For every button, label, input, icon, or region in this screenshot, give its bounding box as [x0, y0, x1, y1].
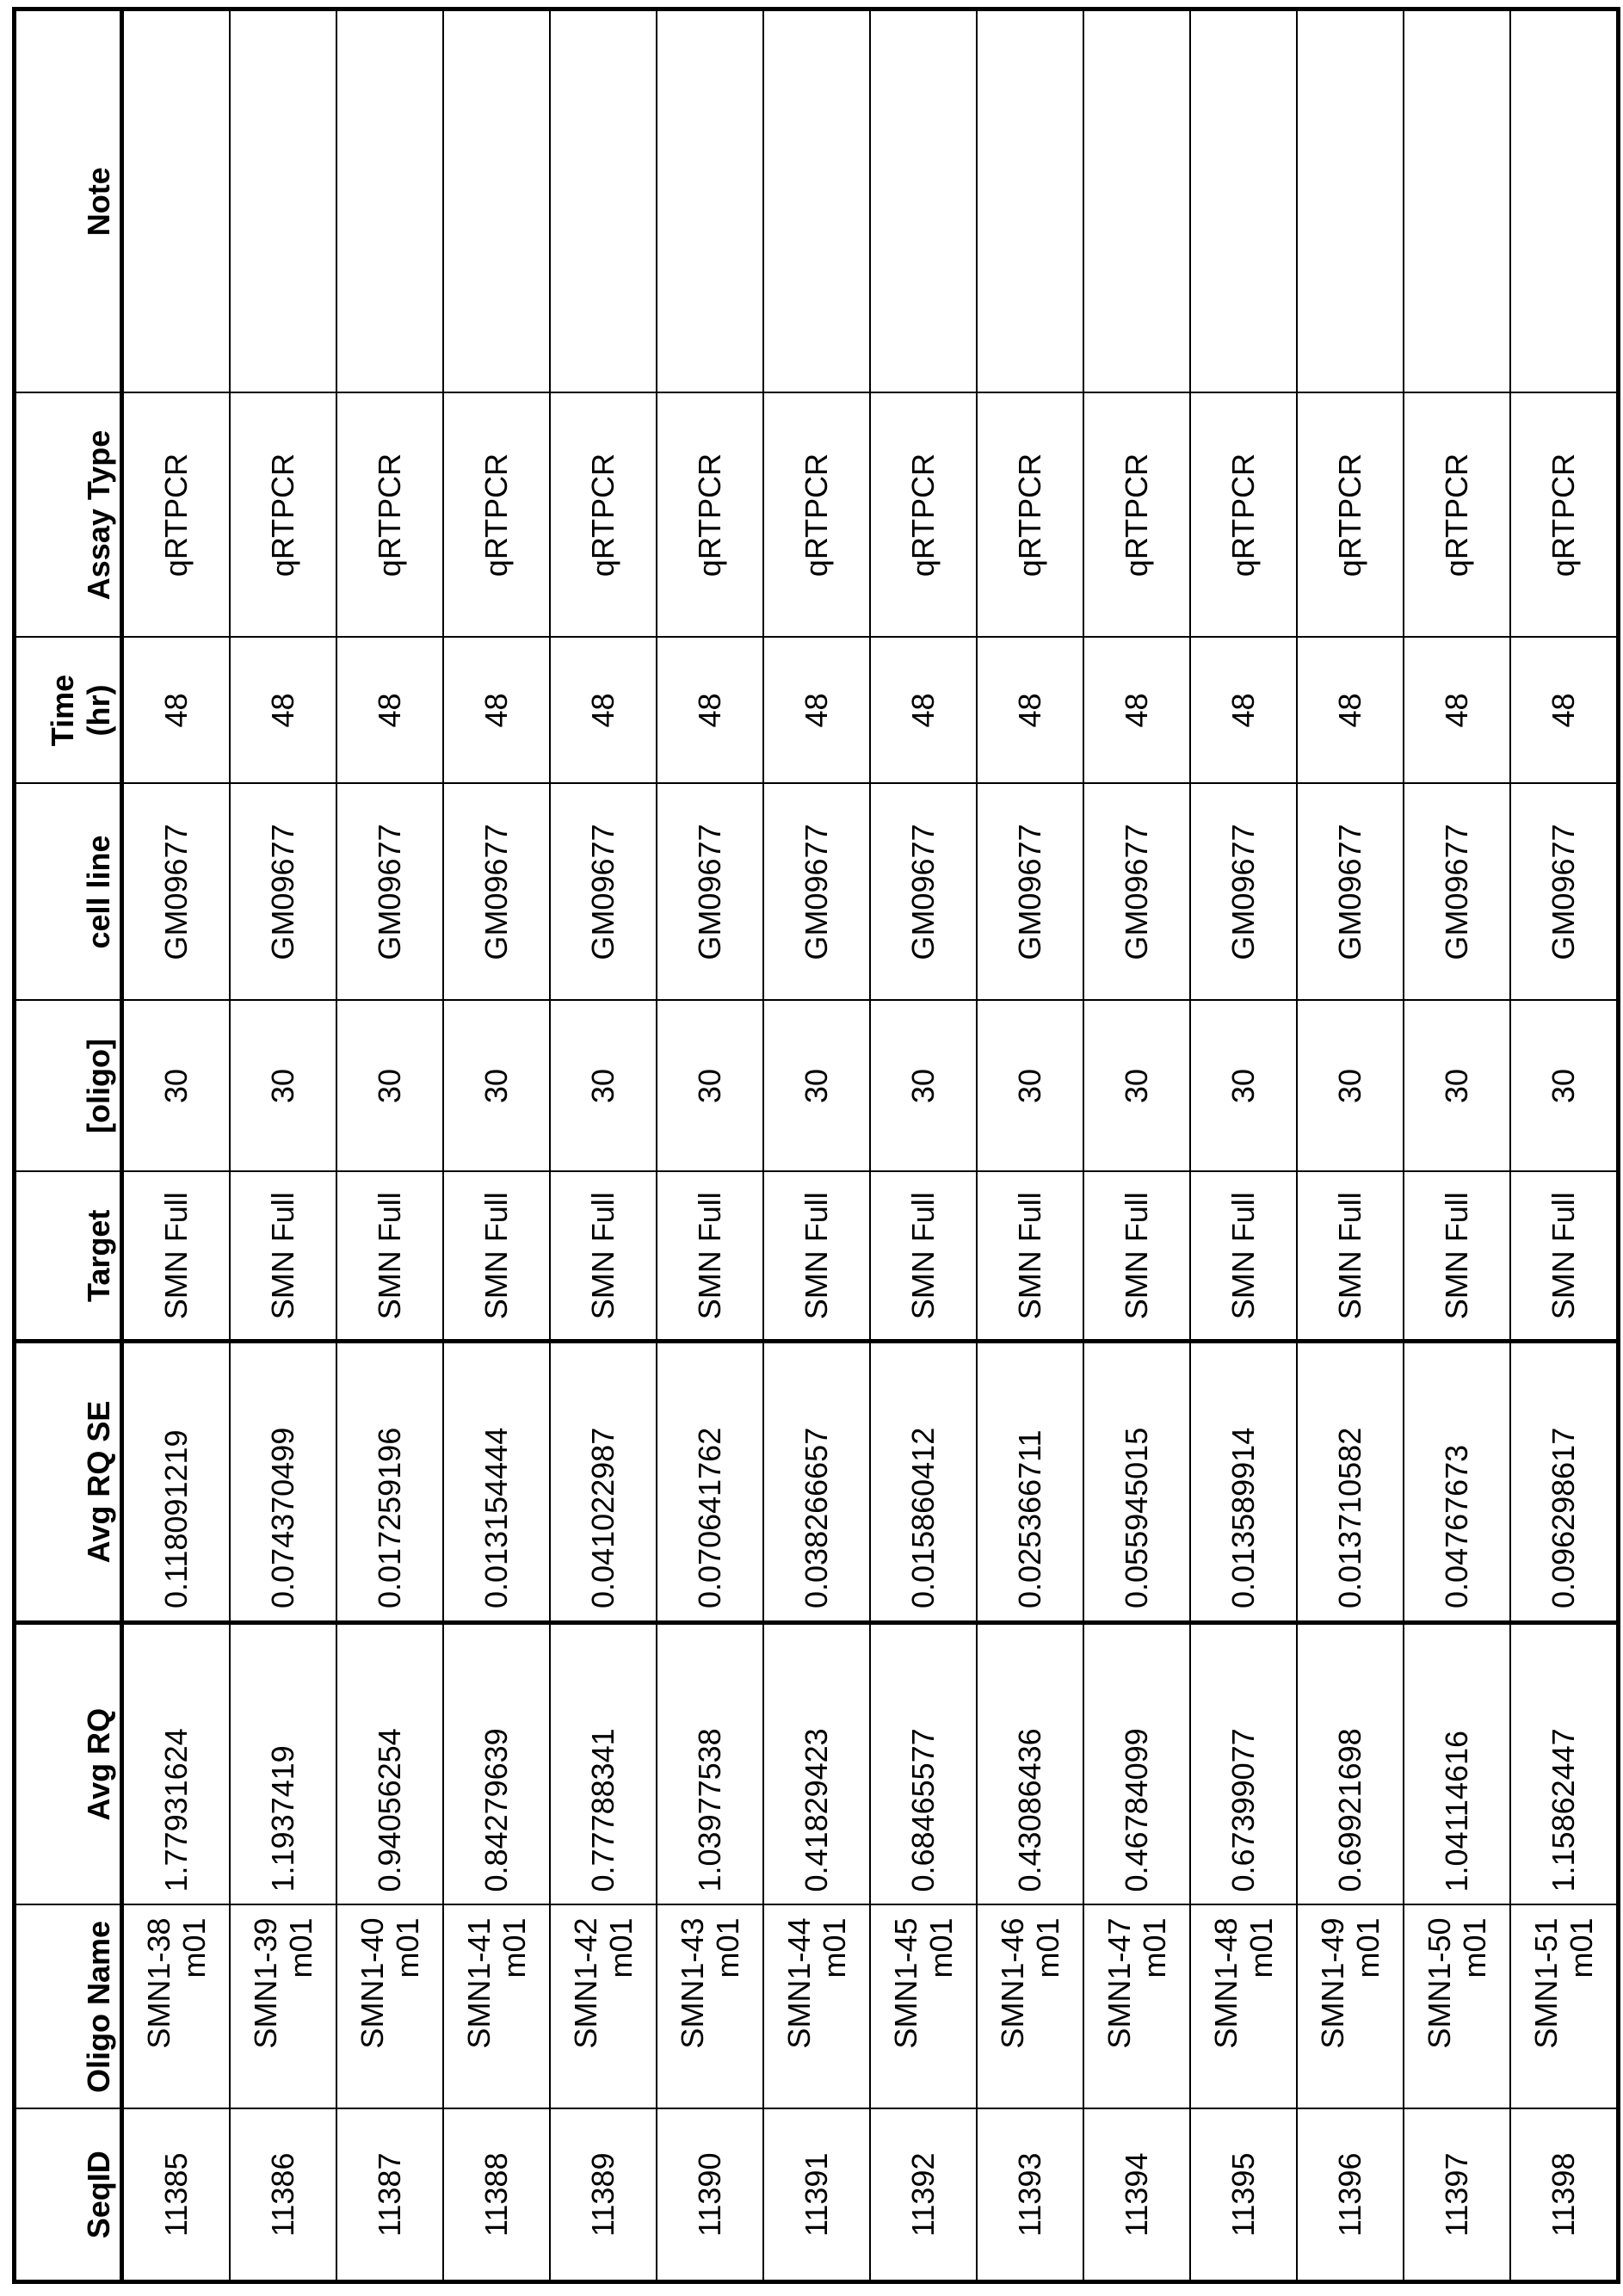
cell-note	[977, 9, 1083, 393]
cell-avg-rq: 1.15862447	[1510, 1623, 1619, 1905]
cell-oligo-conc: 30	[1297, 1001, 1404, 1172]
cell-assay-type: qRTPCR	[1404, 393, 1510, 638]
cell-time-hr: 48	[1190, 638, 1297, 784]
table-row	[763, 9, 870, 2282]
table-row	[1297, 9, 1404, 2282]
cell-assay-type: qRTPCR	[1083, 393, 1190, 638]
cell-target: SMN Full	[336, 1172, 443, 1342]
cell-avg-rq-se: 0.025366711	[977, 1342, 1083, 1623]
cell-oligo-conc: 30	[870, 1001, 977, 1172]
cell-cell-line: GM09677	[977, 784, 1083, 1001]
cell-avg-rq-se: 0.015860412	[870, 1342, 977, 1623]
cell-target: SMN Full	[550, 1172, 657, 1342]
cell-seqid: 11398	[1510, 2109, 1619, 2282]
table-row	[336, 9, 443, 2282]
cell-seqid: 11393	[977, 2109, 1083, 2282]
cell-avg-rq: 0.67399077	[1190, 1623, 1297, 1905]
cell-cell-line: GM09677	[1404, 784, 1510, 1001]
cell-time-hr: 48	[550, 638, 657, 784]
cell-seqid: 11397	[1404, 2109, 1510, 2282]
table-row	[977, 9, 1083, 2282]
cell-assay-type: qRTPCR	[657, 393, 763, 638]
cell-assay-type: qRTPCR	[763, 393, 870, 638]
cell-time-hr: 48	[1297, 638, 1404, 784]
cell-cell-line: GM09677	[1510, 784, 1619, 1001]
cell-oligo-name: SMN1-38 m01	[122, 1905, 231, 2109]
cell-assay-type: qRTPCR	[336, 393, 443, 638]
cell-seqid: 11394	[1083, 2109, 1190, 2282]
table-row	[230, 9, 336, 2282]
cell-note	[336, 9, 443, 393]
cell-avg-rq-se: 0.096298617	[1510, 1342, 1619, 1623]
cell-assay-type: qRTPCR	[1510, 393, 1619, 638]
cell-assay-type: qRTPCR	[1190, 393, 1297, 638]
cell-target: SMN Full	[1083, 1172, 1190, 1342]
cell-time-hr: 48	[1510, 638, 1619, 784]
cell-avg-rq-se: 0.055945015	[1083, 1342, 1190, 1623]
cell-avg-rq: 1.77931624	[122, 1623, 231, 1905]
cell-target: SMN Full	[1190, 1172, 1297, 1342]
cell-oligo-name: SMN1-40 m01	[336, 1905, 443, 2109]
cell-avg-rq-se: 0.041022987	[550, 1342, 657, 1623]
header-avg-rq: Avg RQ	[15, 1623, 122, 1905]
cell-cell-line: GM09677	[550, 784, 657, 1001]
table-row	[1510, 9, 1619, 2282]
cell-oligo-conc: 30	[230, 1001, 336, 1172]
cell-time-hr: 48	[870, 638, 977, 784]
cell-time-hr: 48	[443, 638, 550, 784]
cell-avg-rq-se: 0.013154444	[443, 1342, 550, 1623]
cell-seqid: 11391	[763, 2109, 870, 2282]
cell-oligo-conc: 30	[550, 1001, 657, 1172]
cell-time-hr: 48	[1404, 638, 1510, 784]
cell-target: SMN Full	[657, 1172, 763, 1342]
cell-avg-rq: 0.68465577	[870, 1623, 977, 1905]
cell-note	[1404, 9, 1510, 393]
header-seqid: SeqID	[15, 2109, 122, 2282]
cell-oligo-conc: 30	[763, 1001, 870, 1172]
cell-cell-line: GM09677	[1297, 784, 1404, 1001]
cell-oligo-name: SMN1-41 m01	[443, 1905, 550, 2109]
cell-oligo-conc: 30	[1404, 1001, 1510, 1172]
cell-seqid: 11389	[550, 2109, 657, 2282]
table-row	[1404, 9, 1510, 2282]
cell-assay-type: qRTPCR	[977, 393, 1083, 638]
header-oligo-name: Oligo Name	[15, 1905, 122, 2109]
cell-oligo-name: SMN1-45 m01	[870, 1905, 977, 2109]
cell-note	[550, 9, 657, 393]
cell-note	[657, 9, 763, 393]
cell-avg-rq-se: 0.038266657	[763, 1342, 870, 1623]
cell-avg-rq-se: 0.04767673	[1404, 1342, 1510, 1623]
cell-avg-rq-se: 0.013589914	[1190, 1342, 1297, 1623]
cell-avg-rq-se: 0.070641762	[657, 1342, 763, 1623]
cell-cell-line: GM09677	[230, 784, 336, 1001]
cell-oligo-conc: 30	[122, 1001, 231, 1172]
cell-oligo-name: SMN1-44 m01	[763, 1905, 870, 2109]
cell-assay-type: qRTPCR	[550, 393, 657, 638]
cell-note	[230, 9, 336, 393]
cell-avg-rq: 0.41829423	[763, 1623, 870, 1905]
cell-target: SMN Full	[977, 1172, 1083, 1342]
cell-oligo-name: SMN1-47 m01	[1083, 1905, 1190, 2109]
cell-note	[443, 9, 550, 393]
cell-target: SMN Full	[230, 1172, 336, 1342]
cell-target: SMN Full	[870, 1172, 977, 1342]
cell-avg-rq: 0.69921698	[1297, 1623, 1404, 1905]
cell-oligo-name: SMN1-51 m01	[1510, 1905, 1619, 2109]
cell-target: SMN Full	[443, 1172, 550, 1342]
cell-avg-rq: 1.1937419	[230, 1623, 336, 1905]
cell-time-hr: 48	[977, 638, 1083, 784]
cell-oligo-conc: 30	[657, 1001, 763, 1172]
header-target: Target	[15, 1172, 122, 1342]
cell-time-hr: 48	[657, 638, 763, 784]
cell-cell-line: GM09677	[657, 784, 763, 1001]
cell-cell-line: GM09677	[763, 784, 870, 1001]
cell-oligo-conc: 30	[1510, 1001, 1619, 1172]
header-row	[15, 9, 122, 2282]
cell-oligo-conc: 30	[336, 1001, 443, 1172]
cell-seqid: 11390	[657, 2109, 763, 2282]
table-row	[870, 9, 977, 2282]
cell-time-hr: 48	[1083, 638, 1190, 784]
results-table	[12, 7, 1620, 2284]
cell-cell-line: GM09677	[443, 784, 550, 1001]
header-oligo-conc: [oligo]	[15, 1001, 122, 1172]
cell-oligo-name: SMN1-50 m01	[1404, 1905, 1510, 2109]
cell-cell-line: GM09677	[1190, 784, 1297, 1001]
cell-avg-rq-se: 0.118091219	[122, 1342, 231, 1623]
cell-target: SMN Full	[1510, 1172, 1619, 1342]
cell-note	[122, 9, 231, 393]
cell-seqid: 11392	[870, 2109, 977, 2282]
cell-oligo-name: SMN1-42 m01	[550, 1905, 657, 2109]
cell-note	[870, 9, 977, 393]
cell-avg-rq-se: 0.017259196	[336, 1342, 443, 1623]
cell-avg-rq-se: 0.074370499	[230, 1342, 336, 1623]
cell-target: SMN Full	[1404, 1172, 1510, 1342]
cell-target: SMN Full	[122, 1172, 231, 1342]
cell-note	[1083, 9, 1190, 393]
cell-seqid: 11386	[230, 2109, 336, 2282]
cell-note	[1510, 9, 1619, 393]
cell-oligo-name: SMN1-48 m01	[1190, 1905, 1297, 2109]
cell-note	[1297, 9, 1404, 393]
header-assay-type: Assay Type	[15, 393, 122, 638]
table-row	[443, 9, 550, 2282]
cell-oligo-conc: 30	[1190, 1001, 1297, 1172]
table-row	[657, 9, 763, 2282]
cell-cell-line: GM09677	[336, 784, 443, 1001]
cell-avg-rq: 0.43086436	[977, 1623, 1083, 1905]
cell-time-hr: 48	[336, 638, 443, 784]
cell-time-hr: 48	[763, 638, 870, 784]
cell-assay-type: qRTPCR	[443, 393, 550, 638]
header-avg-rq-se: Avg RQ SE	[15, 1342, 122, 1623]
cell-seqid: 11396	[1297, 2109, 1404, 2282]
cell-oligo-name: SMN1-39 m01	[230, 1905, 336, 2109]
cell-assay-type: qRTPCR	[230, 393, 336, 638]
header-time-hr: Time (hr)	[15, 638, 122, 784]
cell-note	[763, 9, 870, 393]
cell-cell-line: GM09677	[1083, 784, 1190, 1001]
cell-avg-rq: 1.03977538	[657, 1623, 763, 1905]
cell-cell-line: GM09677	[122, 784, 231, 1001]
cell-oligo-conc: 30	[443, 1001, 550, 1172]
cell-note	[1190, 9, 1297, 393]
table-row	[550, 9, 657, 2282]
cell-target: SMN Full	[1297, 1172, 1404, 1342]
cell-oligo-name: SMN1-43 m01	[657, 1905, 763, 2109]
cell-avg-rq: 0.94056254	[336, 1623, 443, 1905]
cell-avg-rq-se: 0.013710582	[1297, 1342, 1404, 1623]
cell-seqid: 11385	[122, 2109, 231, 2282]
cell-seqid: 11395	[1190, 2109, 1297, 2282]
cell-oligo-name: SMN1-46 m01	[977, 1905, 1083, 2109]
cell-assay-type: qRTPCR	[122, 393, 231, 638]
table-row	[1083, 9, 1190, 2282]
cell-avg-rq: 1.04114616	[1404, 1623, 1510, 1905]
cell-oligo-conc: 30	[977, 1001, 1083, 1172]
header-note: Note	[15, 9, 122, 393]
cell-avg-rq: 0.84279639	[443, 1623, 550, 1905]
cell-time-hr: 48	[230, 638, 336, 784]
cell-seqid: 11388	[443, 2109, 550, 2282]
cell-assay-type: qRTPCR	[870, 393, 977, 638]
rotated-table-page	[0, 0, 1623, 2296]
cell-avg-rq: 0.46784099	[1083, 1623, 1190, 1905]
table-row	[1190, 9, 1297, 2282]
cell-oligo-conc: 30	[1083, 1001, 1190, 1172]
cell-target: SMN Full	[763, 1172, 870, 1342]
table-row	[122, 9, 231, 2282]
cell-avg-rq: 0.77788341	[550, 1623, 657, 1905]
cell-oligo-name: SMN1-49 m01	[1297, 1905, 1404, 2109]
cell-cell-line: GM09677	[870, 784, 977, 1001]
header-cell-line: cell line	[15, 784, 122, 1001]
cell-time-hr: 48	[122, 638, 231, 784]
cell-assay-type: qRTPCR	[1297, 393, 1404, 638]
cell-seqid: 11387	[336, 2109, 443, 2282]
